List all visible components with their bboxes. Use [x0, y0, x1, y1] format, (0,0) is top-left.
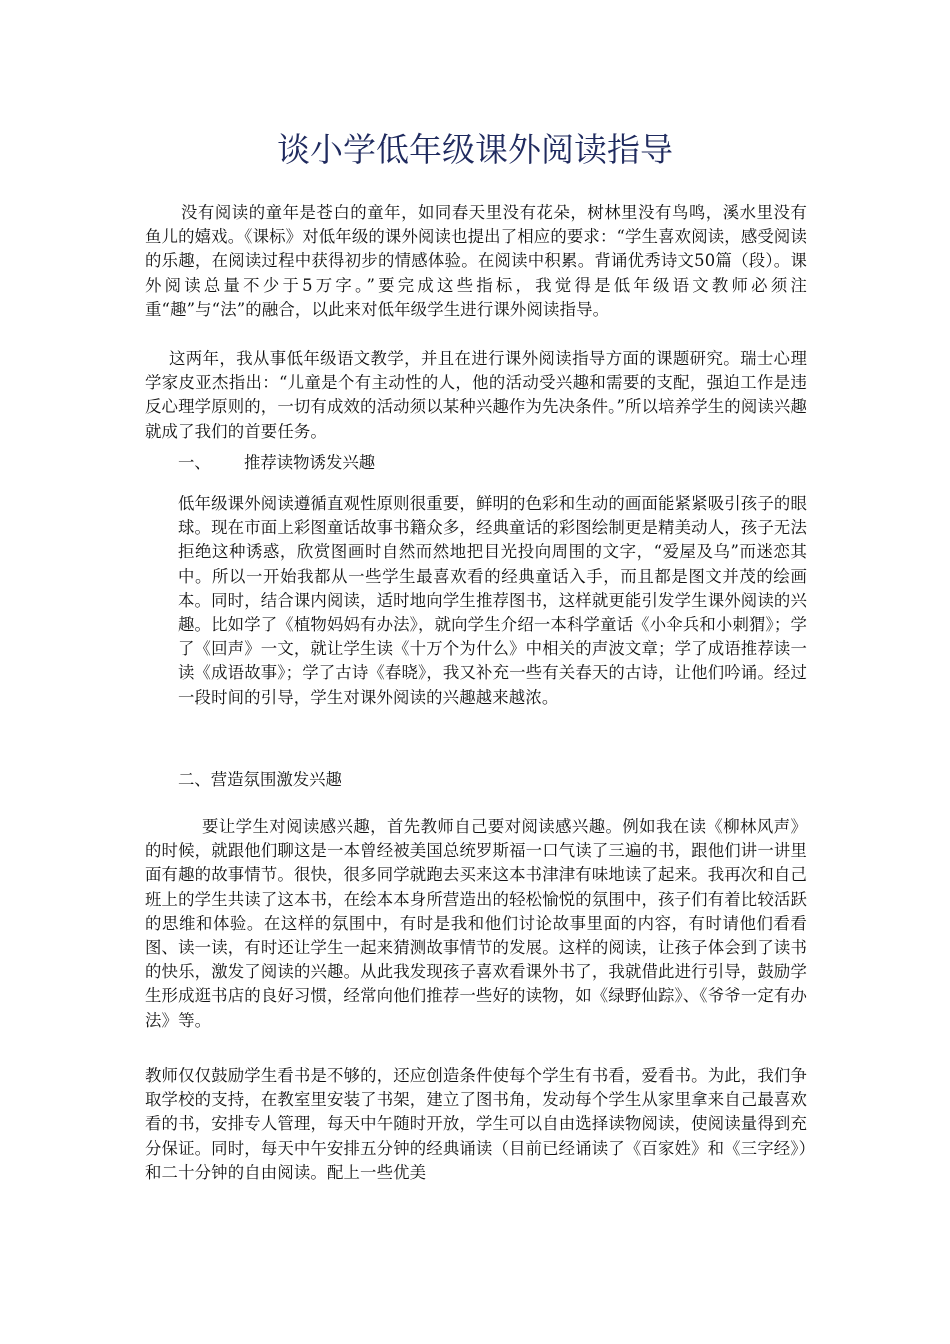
paragraph-background: 这两年，我从事低年级语文教学，并且在进行课外阅读指导方面的课题研究。瑞士心理学家皮亚杰指出：“儿童是个有主动性的人，他的活动受兴趣和需要的支配，强迫工作是违反心理学原则的，一切有成效的活动须以某种兴趣作为先决条件。”所以培养学生的阅读兴趣就成了我们的首要任务。 — [145, 349, 807, 441]
document-title: 谈小学低年级课外阅读指导 — [277, 130, 673, 169]
paragraph-section-1: 低年级课外阅读遵循直观性原则很重要，鲜明的色彩和生动的画面能紧紧吸引孩子的眼球。现在市面上彩图童话故事书籍众多，经典童话的彩图绘制更是精美动人，孩子无法拒绝这种诱惑，欣赏图画时自然而然地把目光投向周围的文字，“爱屋及乌”而迷恋其中。所以一开始我都从一些学生最喜欢看的经典童话入手，而且都是图文并茂的绘画本。同时，结合课内阅读，适时地向学生推荐图书，这样就更能引发学生课外阅读的兴趣。比如学了《植物妈妈有办法》，就向学生介绍一本科学童话《小伞兵和小刺猬》；学了《回声》一文，就让学生读《十万个为什么》中相关的声波文章；学了成语推荐读一读《成语故事》；学了古诗《春晓》，我又补充一些有关春天的古诗，让他们吟诵。经过一段时间的引导，学生对课外阅读的兴趣越来越浓。 — [178, 494, 807, 707]
section-heading-1 — [178, 451, 375, 475]
paragraph-section-2-continued: 教师仅仅鼓励学生看书是不够的，还应创造条件使每个学生有书看，爱看书。为此，我们争取学校的支持，在教室里安装了书架，建立了图书角，发动每个学生从家里拿来自己最喜欢看的书，安排专人管理，每天中午随时开放，学生可以自由选择读物阅读，使阅读量得到充分保证。同时，每天中午安排五分钟的经典诵读（目前已经诵读了《百家姓》和《三字经》）和二十分钟的自由阅读。配上一些优美 — [145, 1066, 807, 1182]
section-heading-1-number: 一、 — [178, 453, 211, 472]
section-heading-1-text: 推荐读物诱发兴趣 — [244, 453, 376, 472]
paragraph-intro: 没有阅读的童年是苍白的童年，如同春天里没有花朵，树林里没有鸟鸣，溪水里没有鱼儿的嬉戏。《课标》对低年级的课外阅读也提出了相应的要求：“学生喜欢阅读，感受阅读的乐趣，在阅读过程中获得初步的情感体验。在阅读中积累。背诵优秀诗文50篇（段）。课外阅读总量不少于5万字。”要完成这些指标，我觉得是低年级语文教师必须注重“趣”与“法”的融合，以此来对低年级学生进行课外阅读指导。 — [145, 203, 807, 319]
paragraph-section-2: 要让学生对阅读感兴趣，首先教师自己要对阅读感兴趣。例如我在读《柳林风声》的时候，就跟他们聊这是一本曾经被美国总统罗斯福一口气读了三遍的书，跟他们讲一讲里面有趣的故事情节。很快，很多同学就跑去买来这本书津津有味地读了起来。我再次和自己班上的学生共读了这本书，在绘本本身所营造出的轻松愉悦的氛围中，孩子们有着比较活跃的思维和体验。在这样的氛围中，有时是我和他们讨论故事里面的内容，有时请他们看看图、读一读，有时还让学生一起来猜测故事情节的发展。这样的阅读，让孩子体会到了读书的快乐，激发了阅读的兴趣。从此我发现孩子喜欢看课外书了，我就借此进行引导，鼓励学生形成逛书店的良好习惯，经常向他们推荐一些好的读物，如《绿野仙踪》、《爷爷一定有办法》等。 — [145, 817, 807, 1030]
section-heading-2: 二、营造氛围激发兴趣 — [178, 770, 342, 789]
